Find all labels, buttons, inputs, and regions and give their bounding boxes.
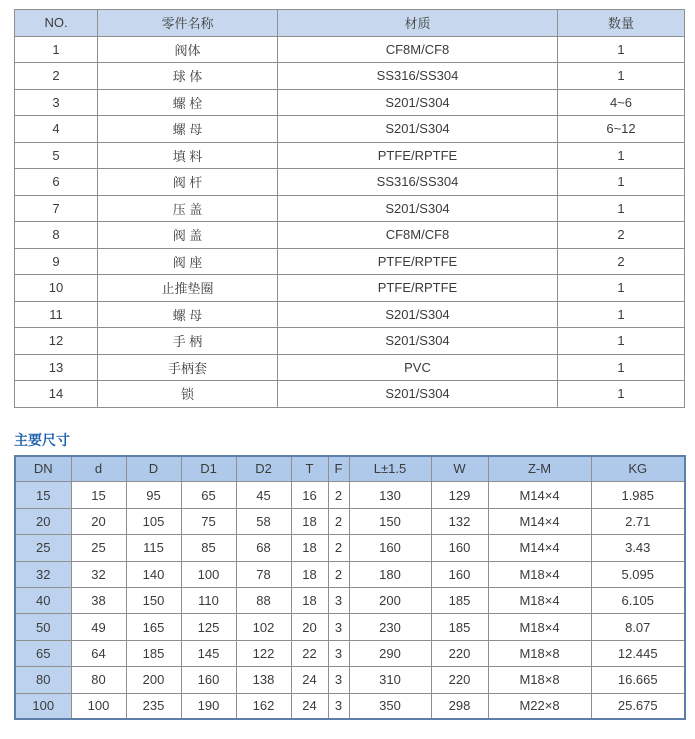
parts-table-cell: 2: [558, 248, 685, 275]
dimensions-table-cell: 160: [349, 535, 431, 561]
parts-table-cell: 14: [15, 381, 98, 408]
dimensions-table-cell: 20: [15, 508, 71, 534]
dimensions-table-row: [15, 561, 685, 587]
parts-table-cell: 8: [15, 222, 98, 249]
parts-table-header-cell: 数量: [558, 10, 685, 37]
dimensions-table-cell: 132: [431, 508, 488, 534]
dimensions-table-cell: 290: [349, 640, 431, 666]
parts-table-cell: 4~6: [558, 89, 685, 116]
dimensions-table-cell: M14×4: [488, 508, 591, 534]
dimensions-table-cell: M22×8: [488, 693, 591, 719]
dimensions-table-header-cell: F: [328, 456, 349, 482]
dimensions-table-cell: M18×4: [488, 614, 591, 640]
parts-table-cell: PTFE/RPTFE: [278, 275, 558, 302]
dimensions-table-cell: 3: [328, 614, 349, 640]
dimensions-table-cell: 8.07: [591, 614, 685, 640]
dimensions-table-cell: 3.43: [591, 535, 685, 561]
dimensions-table-cell: 32: [15, 561, 71, 587]
parts-table-cell: 填 料: [98, 142, 278, 169]
dimensions-table-cell: 45: [236, 482, 291, 508]
parts-table-row: [15, 381, 685, 408]
parts-table-cell: CF8M/CF8: [278, 222, 558, 249]
parts-table-cell: 1: [558, 63, 685, 90]
dimensions-table-cell: 5.095: [591, 561, 685, 587]
dimensions-table-cell: 165: [126, 614, 181, 640]
parts-table-cell: 11: [15, 301, 98, 328]
parts-table-cell: 螺 栓: [98, 89, 278, 116]
dimensions-table-cell: 138: [236, 667, 291, 693]
parts-table-row: [15, 328, 685, 355]
dimensions-table-row: [15, 693, 685, 719]
dimensions-table-cell: 110: [181, 587, 236, 613]
parts-table-cell: 12: [15, 328, 98, 355]
dimensions-table-cell: 2: [328, 482, 349, 508]
dimensions-table-cell: 220: [431, 640, 488, 666]
parts-table-header-cell: 零件名称: [98, 10, 278, 37]
dimensions-table-cell: 102: [236, 614, 291, 640]
dimensions-table-cell: 310: [349, 667, 431, 693]
dimensions-table-cell: M14×4: [488, 535, 591, 561]
parts-table-cell: 螺 母: [98, 116, 278, 143]
parts-table-cell: 压 盖: [98, 195, 278, 222]
dimensions-table-header-cell: W: [431, 456, 488, 482]
parts-table-cell: 阀 座: [98, 248, 278, 275]
dimensions-table-cell: 160: [431, 535, 488, 561]
dimensions-table-cell: 125: [181, 614, 236, 640]
parts-table-cell: 13: [15, 354, 98, 381]
dimensions-table-cell: 185: [431, 587, 488, 613]
dimensions-table-cell: 75: [181, 508, 236, 534]
parts-table-cell: 1: [558, 381, 685, 408]
dimensions-table-cell: 65: [15, 640, 71, 666]
parts-table-cell: 3: [15, 89, 98, 116]
dimensions-table-cell: 22: [291, 640, 328, 666]
parts-table-cell: 6: [15, 169, 98, 196]
dimensions-table-cell: 100: [71, 693, 126, 719]
dimensions-table-cell: 50: [15, 614, 71, 640]
dimensions-table-header-cell: Z-M: [488, 456, 591, 482]
dimensions-table-row: [15, 640, 685, 666]
parts-table-cell: 7: [15, 195, 98, 222]
dimensions-table-cell: 162: [236, 693, 291, 719]
parts-table-cell: 止推垫圈: [98, 275, 278, 302]
parts-table-cell: S201/S304: [278, 195, 558, 222]
parts-table-cell: 手 柄: [98, 328, 278, 355]
parts-table-cell: 2: [15, 63, 98, 90]
parts-table-cell: 1: [558, 169, 685, 196]
parts-table-cell: SS316/SS304: [278, 63, 558, 90]
parts-table-cell: 球 体: [98, 63, 278, 90]
dimensions-table-cell: 16.665: [591, 667, 685, 693]
dimensions-table-cell: 20: [291, 614, 328, 640]
dimensions-table-row: [15, 614, 685, 640]
parts-table-cell: 手柄套: [98, 354, 278, 381]
parts-table-cell: 1: [558, 142, 685, 169]
parts-table-cell: 螺 母: [98, 301, 278, 328]
parts-table-cell: 1: [558, 354, 685, 381]
parts-table-row: [15, 89, 685, 116]
parts-table-cell: PVC: [278, 354, 558, 381]
dimensions-table-cell: M18×4: [488, 587, 591, 613]
dimensions-table-header-cell: KG: [591, 456, 685, 482]
dimensions-table-cell: 200: [126, 667, 181, 693]
parts-table-row: [15, 63, 685, 90]
dimensions-table-cell: 2.71: [591, 508, 685, 534]
parts-table-cell: 6~12: [558, 116, 685, 143]
dimensions-table-cell: 160: [431, 561, 488, 587]
dimensions-table-cell: 3: [328, 693, 349, 719]
dimensions-table-cell: 150: [126, 587, 181, 613]
parts-table-cell: 5: [15, 142, 98, 169]
parts-table-cell: 4: [15, 116, 98, 143]
dimensions-table-cell: 2: [328, 508, 349, 534]
dimensions-table-cell: 150: [349, 508, 431, 534]
dimensions-table-cell: 115: [126, 535, 181, 561]
dimensions-table-cell: 24: [291, 693, 328, 719]
parts-table-cell: S201/S304: [278, 328, 558, 355]
dimensions-table-header-cell: D2: [236, 456, 291, 482]
dimensions-table-cell: 15: [15, 482, 71, 508]
dimensions-table-cell: 95: [126, 482, 181, 508]
dimensions-table-cell: 40: [15, 587, 71, 613]
dimensions-table-cell: 20: [71, 508, 126, 534]
dimensions-table-cell: 129: [431, 482, 488, 508]
parts-table-row: [15, 142, 685, 169]
dimensions-table-cell: 3: [328, 640, 349, 666]
dimensions-table-cell: 200: [349, 587, 431, 613]
dimensions-table-cell: 230: [349, 614, 431, 640]
dimensions-table-cell: 2: [328, 535, 349, 561]
parts-table-row: [15, 222, 685, 249]
parts-table-row: [15, 275, 685, 302]
dimensions-table-cell: 2: [328, 561, 349, 587]
parts-materials-table: [14, 9, 685, 408]
dimensions-table-header-cell: DN: [15, 456, 71, 482]
parts-table-cell: 9: [15, 248, 98, 275]
parts-table-cell: S201/S304: [278, 89, 558, 116]
dimensions-table-cell: 140: [126, 561, 181, 587]
dimensions-table-cell: 3: [328, 587, 349, 613]
dimensions-table-cell: 130: [349, 482, 431, 508]
parts-table-cell: 10: [15, 275, 98, 302]
parts-table-cell: 2: [558, 222, 685, 249]
dimensions-table-cell: 180: [349, 561, 431, 587]
dimensions-table-cell: 24: [291, 667, 328, 693]
parts-table-cell: 阀 杆: [98, 169, 278, 196]
dimensions-table-cell: 145: [181, 640, 236, 666]
parts-table-row: [15, 195, 685, 222]
dimensions-table-header-cell: d: [71, 456, 126, 482]
dimensions-table-cell: 64: [71, 640, 126, 666]
parts-table-cell: S201/S304: [278, 301, 558, 328]
dimensions-table-cell: 68: [236, 535, 291, 561]
parts-table-row: [15, 169, 685, 196]
dimensions-table-cell: 105: [126, 508, 181, 534]
dimensions-table-header-cell: D1: [181, 456, 236, 482]
dimensions-table-cell: 100: [15, 693, 71, 719]
dimensions-table-body: [15, 482, 685, 720]
parts-table-cell: CF8M/CF8: [278, 36, 558, 63]
dimensions-table-row: [15, 482, 685, 508]
parts-table-cell: 1: [558, 275, 685, 302]
dimensions-table-cell: 32: [71, 561, 126, 587]
parts-table-cell: 1: [558, 36, 685, 63]
dimensions-table-cell: 25.675: [591, 693, 685, 719]
dimensions-table-cell: 25: [71, 535, 126, 561]
parts-table-cell: 阀 盖: [98, 222, 278, 249]
parts-table-cell: PTFE/RPTFE: [278, 248, 558, 275]
dimensions-table-row: [15, 667, 685, 693]
dimensions-table-cell: 6.105: [591, 587, 685, 613]
dimensions-table-cell: 160: [181, 667, 236, 693]
parts-table-cell: 阀体: [98, 36, 278, 63]
dimensions-table-cell: 58: [236, 508, 291, 534]
spec-sheet-page: [0, 9, 695, 739]
dimensions-table-cell: 185: [126, 640, 181, 666]
dimensions-table-cell: 1.985: [591, 482, 685, 508]
parts-table-cell: 1: [558, 328, 685, 355]
dimensions-table-cell: 18: [291, 587, 328, 613]
dimensions-table-cell: 235: [126, 693, 181, 719]
dimensions-table-cell: 18: [291, 535, 328, 561]
parts-table-cell: SS316/SS304: [278, 169, 558, 196]
dimensions-table-cell: 25: [15, 535, 71, 561]
dimensions-table-cell: 18: [291, 508, 328, 534]
dimensions-table-header-row: [15, 456, 685, 482]
dimensions-table-header-cell: D: [126, 456, 181, 482]
dimensions-table-cell: 3: [328, 667, 349, 693]
parts-table-row: [15, 354, 685, 381]
parts-table-body: [15, 36, 685, 407]
dimensions-table-cell: 190: [181, 693, 236, 719]
dimensions-table-cell: 78: [236, 561, 291, 587]
dimensions-table-cell: 350: [349, 693, 431, 719]
dimensions-table-cell: 38: [71, 587, 126, 613]
dimensions-section-title: 主要尺寸: [14, 431, 70, 448]
dimensions-table-cell: M18×8: [488, 640, 591, 666]
parts-table-cell: S201/S304: [278, 116, 558, 143]
parts-table-row: [15, 248, 685, 275]
dimensions-table-header-cell: L±1.5: [349, 456, 431, 482]
dimensions-table-cell: 49: [71, 614, 126, 640]
main-dimensions-table: [14, 455, 686, 721]
dimensions-table-cell: 18: [291, 561, 328, 587]
dimensions-table-row: [15, 508, 685, 534]
dimensions-table-cell: 298: [431, 693, 488, 719]
dimensions-table-cell: M18×8: [488, 667, 591, 693]
parts-table-cell: S201/S304: [278, 381, 558, 408]
dimensions-table-cell: 80: [15, 667, 71, 693]
parts-table-row: [15, 116, 685, 143]
dimensions-table-row: [15, 587, 685, 613]
dimensions-table-cell: 185: [431, 614, 488, 640]
parts-table-cell: 1: [15, 36, 98, 63]
dimensions-table-cell: 12.445: [591, 640, 685, 666]
dimensions-table-cell: 15: [71, 482, 126, 508]
parts-table-header-cell: NO.: [15, 10, 98, 37]
dimensions-table-cell: M18×4: [488, 561, 591, 587]
parts-table-header-cell: 材质: [278, 10, 558, 37]
parts-table-cell: 1: [558, 301, 685, 328]
parts-table-row: [15, 36, 685, 63]
dimensions-table-row: [15, 535, 685, 561]
dimensions-table-cell: 80: [71, 667, 126, 693]
dimensions-table-cell: 88: [236, 587, 291, 613]
parts-table-cell: 锁: [98, 381, 278, 408]
dimensions-table-cell: 100: [181, 561, 236, 587]
dimensions-table-header-cell: T: [291, 456, 328, 482]
parts-table-cell: 1: [558, 195, 685, 222]
parts-table-header-row: [15, 10, 685, 37]
parts-table-cell: PTFE/RPTFE: [278, 142, 558, 169]
dimensions-table-cell: 16: [291, 482, 328, 508]
dimensions-table-cell: 122: [236, 640, 291, 666]
dimensions-table-cell: 85: [181, 535, 236, 561]
dimensions-table-cell: 65: [181, 482, 236, 508]
dimensions-table-cell: M14×4: [488, 482, 591, 508]
parts-table-row: [15, 301, 685, 328]
dimensions-table-cell: 220: [431, 667, 488, 693]
